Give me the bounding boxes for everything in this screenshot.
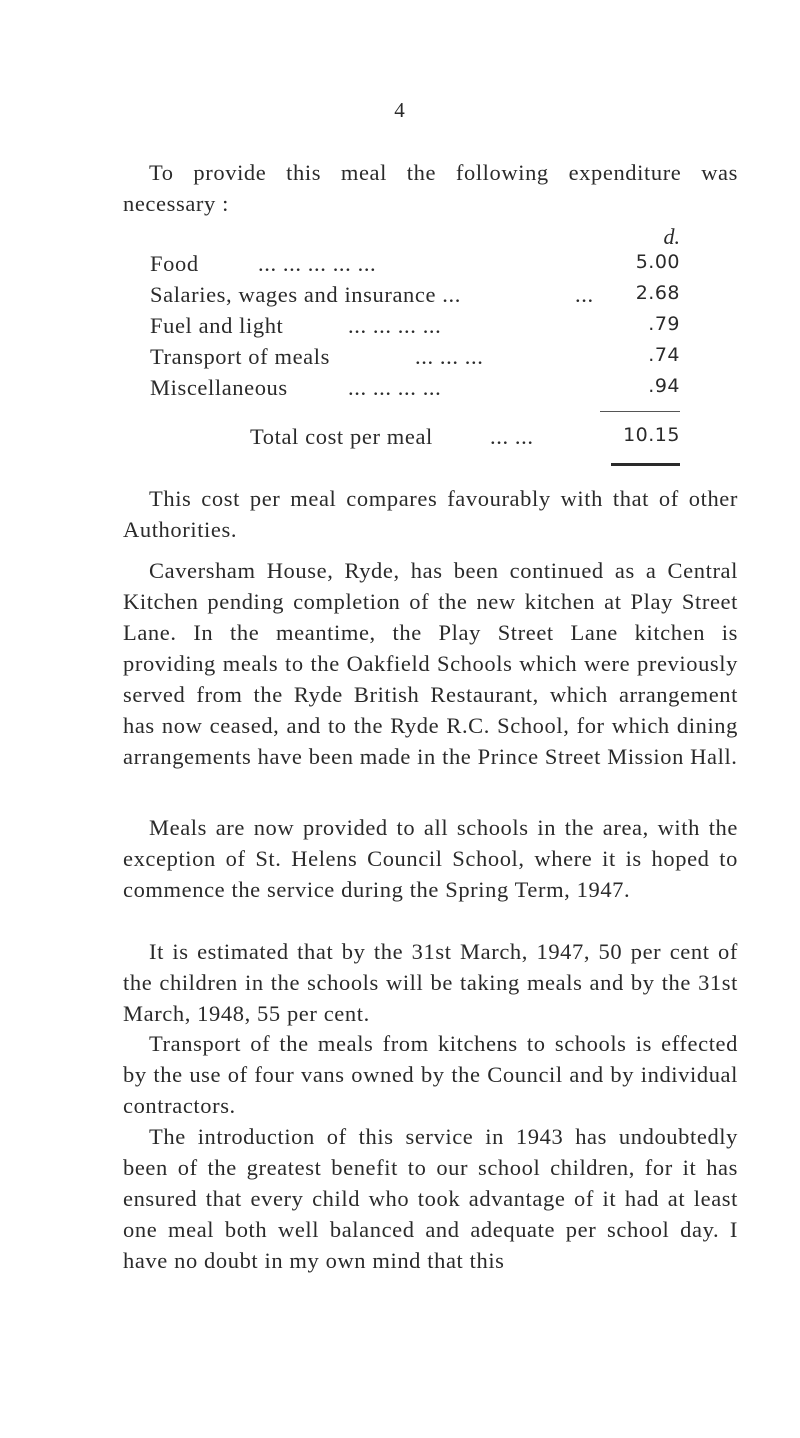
row-amount: 5.00 xyxy=(635,251,680,273)
total-label: Total cost per meal xyxy=(250,424,433,449)
page-number: 4 xyxy=(394,98,406,122)
row-amount: .79 xyxy=(648,313,680,335)
expenditure-row-misc xyxy=(150,375,680,406)
expenditure-total-row xyxy=(150,424,680,455)
leader-dots: ... ... ... xyxy=(415,344,484,369)
leader-dots: ... xyxy=(575,282,594,307)
intro-paragraph: To provide this meal the following expenditure was necessary : xyxy=(123,160,738,216)
leader-dots: ... ... ... ... xyxy=(348,375,442,400)
leader-dots: ... ... ... ... ... xyxy=(258,251,377,276)
subtotal-rule xyxy=(600,411,680,412)
expenditure-row-salaries xyxy=(150,282,680,313)
paragraph-transport: Transport of the meals from kitchens to schools is effected by the use of four vans owned by the Council and by individual contractors. xyxy=(123,1031,738,1118)
leader-dots: ... ... xyxy=(490,424,534,449)
row-label: Salaries, wages and insurance ... xyxy=(150,282,461,307)
paragraph-meals-provided: Meals are now provided to all schools in the area, with the exception of St. Helens Council School, where it is hoped to commence the service during the Spring Term, 1947. xyxy=(123,815,738,902)
unit-header: d. xyxy=(663,224,680,249)
total-rule xyxy=(611,463,680,466)
paragraph-introduction: The introduction of this service in 1943 has undoubtedly been of the greatest benefit to our school children, for it has ensured that every child who took advantage of it had at least one meal both well balanced and adequate per school day. I have no doubt in my own mind that this xyxy=(123,1124,738,1273)
expenditure-row-transport xyxy=(150,344,680,375)
leader-dots: ... ... ... ... xyxy=(348,313,442,338)
row-amount: .94 xyxy=(648,375,680,397)
row-label: Fuel and light xyxy=(150,313,284,338)
row-label: Miscellaneous xyxy=(150,375,288,400)
paragraph-caversham: Caversham House, Ryde, has been continued as a Central Kitchen pending completion of the new kitchen at Play Street Lane. In the meantime, the Play Street Lane kitchen is providing meals to the Oakfield Schools which were previously served from the Ryde British Restaurant, which arrangement has now ceased, and to the Ryde R.C. School, for which dining arrangements have been made in the Prince Street Mission Hall. xyxy=(123,558,738,769)
paragraph-estimate: It is estimated that by the 31st March, 1947, 50 per cent of the children in the schools will be taking meals and by the 31st March, 1948, 55 per cent. xyxy=(123,939,738,1026)
paragraph-comparison: This cost per meal compares favourably with that of other Authorities. xyxy=(123,486,738,542)
row-label: Food xyxy=(150,251,199,276)
row-amount: 2.68 xyxy=(635,282,680,304)
row-amount: .74 xyxy=(648,344,680,366)
total-amount: 10.15 xyxy=(623,424,680,446)
expenditure-row-food xyxy=(150,251,680,282)
row-label: Transport of meals xyxy=(150,344,330,369)
expenditure-row-fuel xyxy=(150,313,680,344)
